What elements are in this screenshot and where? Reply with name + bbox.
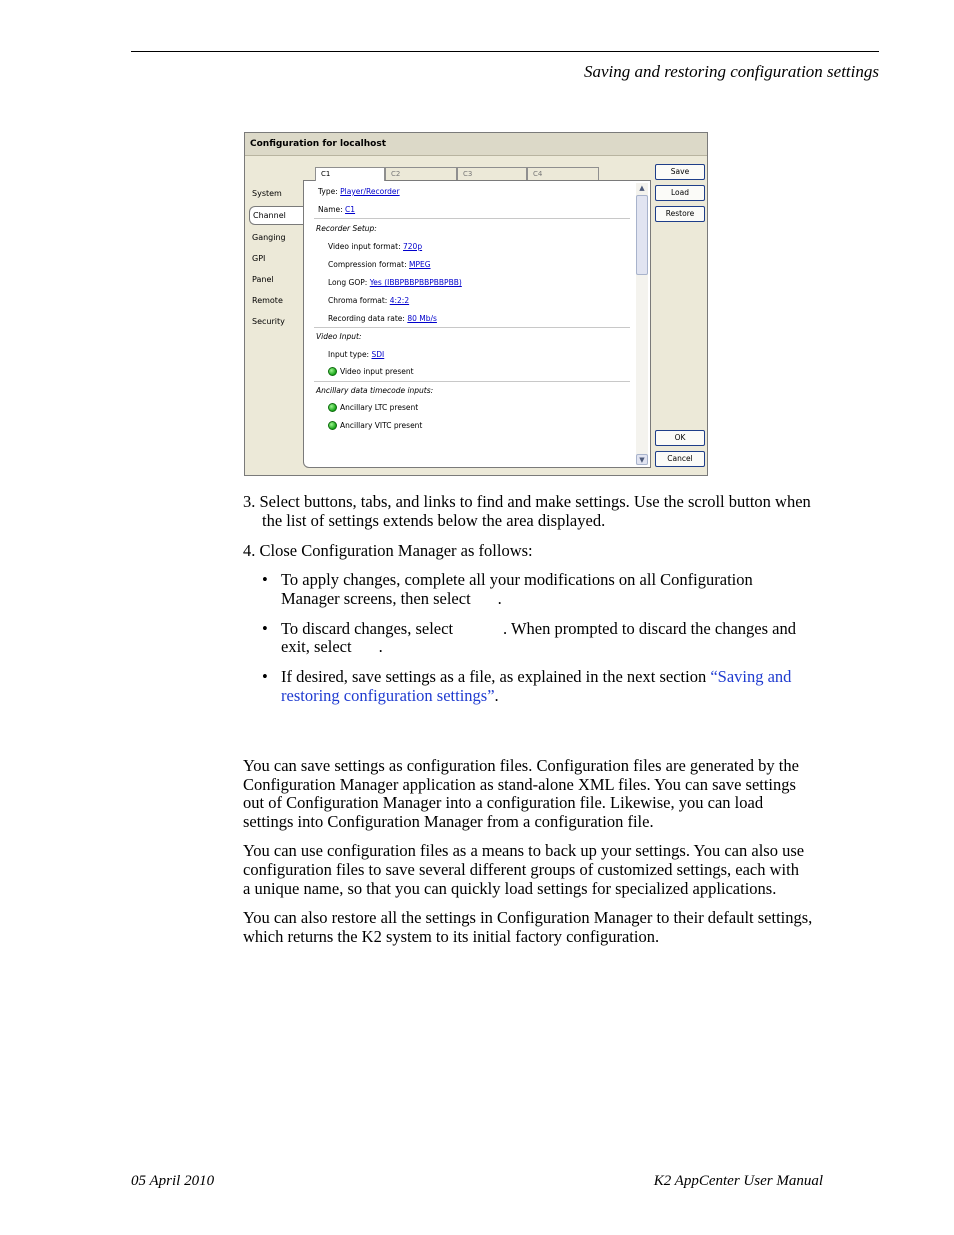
sidebar-item-ganging[interactable]: Ganging [252, 233, 286, 242]
bullet-2-line-1 [281, 619, 796, 638]
section-link[interactable]: “Saving and [710, 667, 792, 686]
green-led-icon [328, 367, 337, 376]
type-row [318, 187, 400, 196]
chroma-row [328, 296, 409, 305]
bullet-2-text-b: . When prompted to discard the changes and [503, 619, 796, 638]
input-type-row [328, 350, 384, 359]
scroll-up-icon[interactable]: ▲ [639, 184, 645, 192]
header-rule [131, 51, 879, 52]
bullet-1-line-1: To apply changes, complete all your modifications on all Configuration [281, 570, 753, 589]
bullet-3-line-2 [281, 686, 499, 705]
configuration-dialog [244, 132, 708, 476]
video-present-row [328, 367, 414, 376]
type-link[interactable]: Player/Recorder [340, 187, 400, 196]
recorder-setup-heading: Recorder Setup: [316, 224, 377, 233]
step-3-cont: the list of settings extends below the area displayed. [262, 511, 606, 530]
video-present-label: Video input present [340, 367, 414, 376]
settings-panel [303, 180, 651, 468]
section-link-cont[interactable]: restoring configuration settings” [281, 686, 495, 705]
divider [314, 218, 630, 219]
bullet-2-text-a: To discard changes, select [281, 619, 454, 638]
divider [314, 381, 630, 382]
step-3: 3. Select buttons, tabs, and links to find and make settings. Use the scroll button when [243, 492, 811, 511]
channel-tabs [315, 167, 605, 181]
video-input-heading: Video Input: [316, 332, 362, 341]
bullet-1-end: . [497, 589, 502, 608]
bullet-icon: • [262, 667, 268, 686]
vitc-present-label: Ancillary VITC present [340, 421, 423, 430]
bullet-2-end: . [378, 637, 383, 656]
green-led-icon [328, 421, 337, 430]
scroll-thumb[interactable] [636, 195, 648, 275]
bullet-3-end: . [494, 686, 499, 705]
dialog-title: Configuration for localhost [245, 133, 707, 156]
ancillary-heading: Ancillary data timecode inputs: [316, 386, 434, 395]
rate-link[interactable]: 80 Mb/s [407, 314, 437, 323]
sidebar-item-gpi[interactable]: GPI [252, 254, 266, 263]
footer-manual-title: K2 AppCenter User Manual [653, 1173, 823, 1189]
bullet-2-text-c: exit, select [281, 637, 352, 656]
vitc-present-row [328, 421, 422, 430]
sidebar-item-channel[interactable]: Channel [249, 206, 305, 225]
scroll-down-icon[interactable]: ▼ [636, 454, 648, 465]
chroma-link[interactable]: 4:2:2 [389, 296, 410, 305]
compression-row [328, 260, 431, 269]
restore-button[interactable]: Restore [655, 206, 705, 222]
tab-c1[interactable]: C1 [315, 167, 385, 181]
tab-c4[interactable]: C4 [527, 167, 599, 180]
name-link[interactable]: C1 [345, 205, 356, 214]
divider [314, 327, 630, 328]
tab-c2[interactable]: C2 [385, 167, 457, 180]
save-button[interactable]: Save [655, 164, 705, 180]
para-2-line-2: configuration files to save several different groups of customized settings, each with [243, 860, 799, 879]
bullet-3-line-1 [281, 667, 791, 686]
video-input-format-link[interactable]: 720p [403, 242, 423, 251]
vertical-scrollbar[interactable] [636, 183, 648, 465]
sidebar-item-remote[interactable]: Remote [252, 296, 283, 305]
sidebar-item-security[interactable]: Security [252, 317, 285, 326]
para-3-line-1: You can also restore all the settings in Configuration Manager to their default settings, [243, 908, 813, 927]
chroma-label: Chroma format: [328, 296, 388, 305]
compression-label: Compression format: [328, 260, 407, 269]
cancel-button[interactable]: Cancel [655, 451, 705, 467]
ok-button[interactable]: OK [655, 430, 705, 446]
bullet-2-line-2 [281, 637, 383, 656]
para-1-line-1: You can save settings as configuration files. Configuration files are generated by the [243, 756, 799, 775]
ltc-present-row [328, 403, 418, 412]
para-2-line-3: a unique name, so that you can quickly load settings for specialized applications. [243, 879, 777, 898]
input-type-label: Input type: [328, 350, 370, 359]
ltc-present-label: Ancillary LTC present [340, 403, 419, 412]
name-row [318, 205, 355, 214]
tab-c3[interactable]: C3 [457, 167, 527, 180]
compression-link[interactable]: MPEG [409, 260, 431, 269]
video-input-format-row [328, 242, 422, 251]
sidebar-item-system[interactable]: System [252, 189, 282, 198]
name-label: Name: [318, 205, 343, 214]
long-gop-row [328, 278, 462, 287]
bullet-3-text: If desired, save settings as a file, as explained in the next section [281, 667, 707, 686]
sidebar-nav [249, 185, 305, 334]
rate-label: Recording data rate: [328, 314, 405, 323]
bullet-icon: • [262, 619, 268, 638]
green-led-icon [328, 403, 337, 412]
para-2-line-1: You can use configuration files as a means to back up your settings. You can also use [243, 841, 805, 860]
input-type-link[interactable]: SDI [371, 350, 385, 359]
long-gop-label: Long GOP: [328, 278, 368, 287]
video-input-format-label: Video input format: [328, 242, 401, 251]
bullet-1-text: Manager screens, then select [281, 589, 471, 608]
para-1-line-3: out of Configuration Manager into a configuration file. Likewise, you can load [243, 793, 764, 812]
para-3-line-2: which returns the K2 system to its initial factory configuration. [243, 927, 660, 946]
running-header: Saving and restoring configuration settings [584, 62, 879, 81]
para-1-line-2: Configuration Manager application as stand-alone XML files. You can save settings [243, 775, 796, 794]
footer-date: 05 April 2010 [131, 1173, 215, 1189]
type-label: Type: [318, 187, 338, 196]
long-gop-link[interactable]: Yes (IBBPBBPBBPBBPBB) [369, 278, 462, 287]
rate-row [328, 314, 437, 323]
load-button[interactable]: Load [655, 185, 705, 201]
bullet-1-line-2 [281, 589, 502, 608]
bullet-icon: • [262, 570, 268, 589]
sidebar-item-panel[interactable]: Panel [252, 275, 274, 284]
step-4: 4. Close Configuration Manager as follows: [243, 541, 533, 560]
para-1-line-4: settings into Configuration Manager from a configuration file. [243, 812, 654, 831]
